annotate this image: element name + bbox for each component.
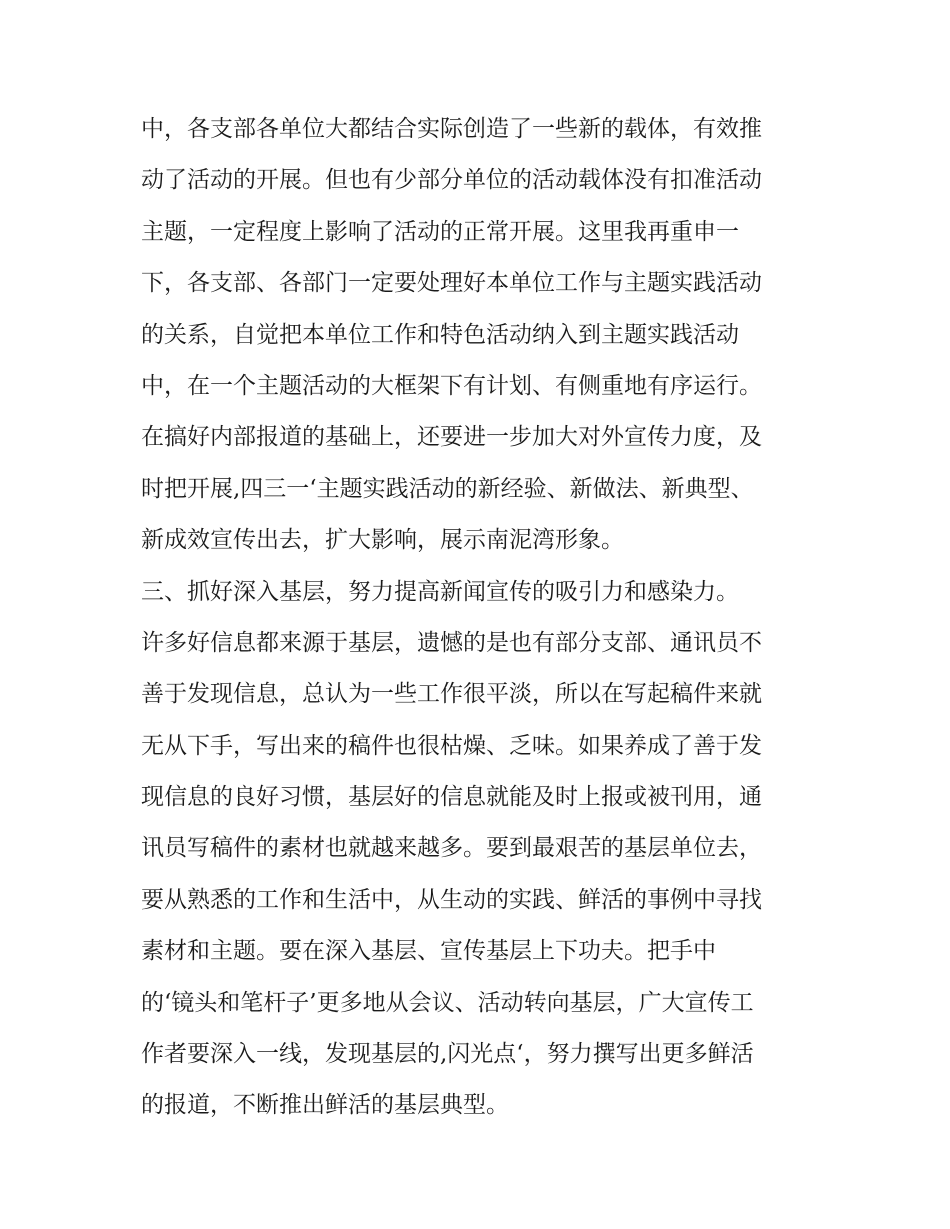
- text-line: 在搞好内部报道的基础上，还要进一步加大对外宣传力度，及: [141, 424, 762, 451]
- text-line: 许多好信息都来源于基层，遗憾的是也有部分支部、通讯员不: [141, 629, 762, 656]
- text-line: 中，各支部各单位大都结合实际创造了一些新的载体，有效推: [141, 116, 762, 142]
- text-line: 现信息的良好习惯，基层好的信息就能及时上报或被刊用，通: [141, 784, 762, 811]
- text-line: 下，各支部、各部门一定要处理好本单位工作与主题实践活动: [141, 270, 762, 297]
- text-line: 的‘镜头和笔杆子’更多地从会议、活动转向基层，广大宣传工: [141, 989, 754, 1016]
- text-line: 的报道，不断推出鲜活的基层典型。: [141, 1092, 509, 1119]
- text-line: 时把开展,四三一‘主题实践活动的新经验、新做法、新典型、: [141, 475, 754, 502]
- text-line: 无从下手，写出来的稿件也很枯燥、乏味。如果养成了善于发: [141, 732, 762, 759]
- body-text: [141, 104, 821, 1132]
- text-line: 中，在一个主题活动的大框架下有计划、有侧重地有序运行。: [141, 372, 762, 399]
- text-line: 要从熟悉的工作和生活中，从生动的实践、鲜活的事例中寻找: [141, 886, 762, 913]
- text-line: 素材和主题。要在深入基层、宣传基层上下功夫。把手中: [141, 938, 716, 965]
- text-line: 讯员写稿件的素材也就越来越多。要到最艰苦的基层单位去，: [141, 835, 762, 862]
- section-heading: 三、抓好深入基层，努力提高新闻宣传的吸引力和感染力。: [141, 578, 739, 605]
- text-line: 主题，一定程度上影响了活动的正常开展。这里我再重申一: [141, 218, 739, 245]
- text-line: 作者要深入一线，发现基层的,闪光点‘，努力撰写出更多鲜活: [141, 1041, 754, 1068]
- text-line: 的关系，自觉把本单位工作和特色活动纳入到主题实践活动: [141, 321, 739, 348]
- text-line: 动了活动的开展。但也有少部分单位的活动载体没有扣准活动: [141, 167, 762, 194]
- text-line: 新成效宣传出去，扩大影响，展示南泥湾形象。: [141, 527, 624, 554]
- text-line: 善于发现信息，总认为一些工作很平淡，所以在写起稿件来就: [141, 681, 762, 708]
